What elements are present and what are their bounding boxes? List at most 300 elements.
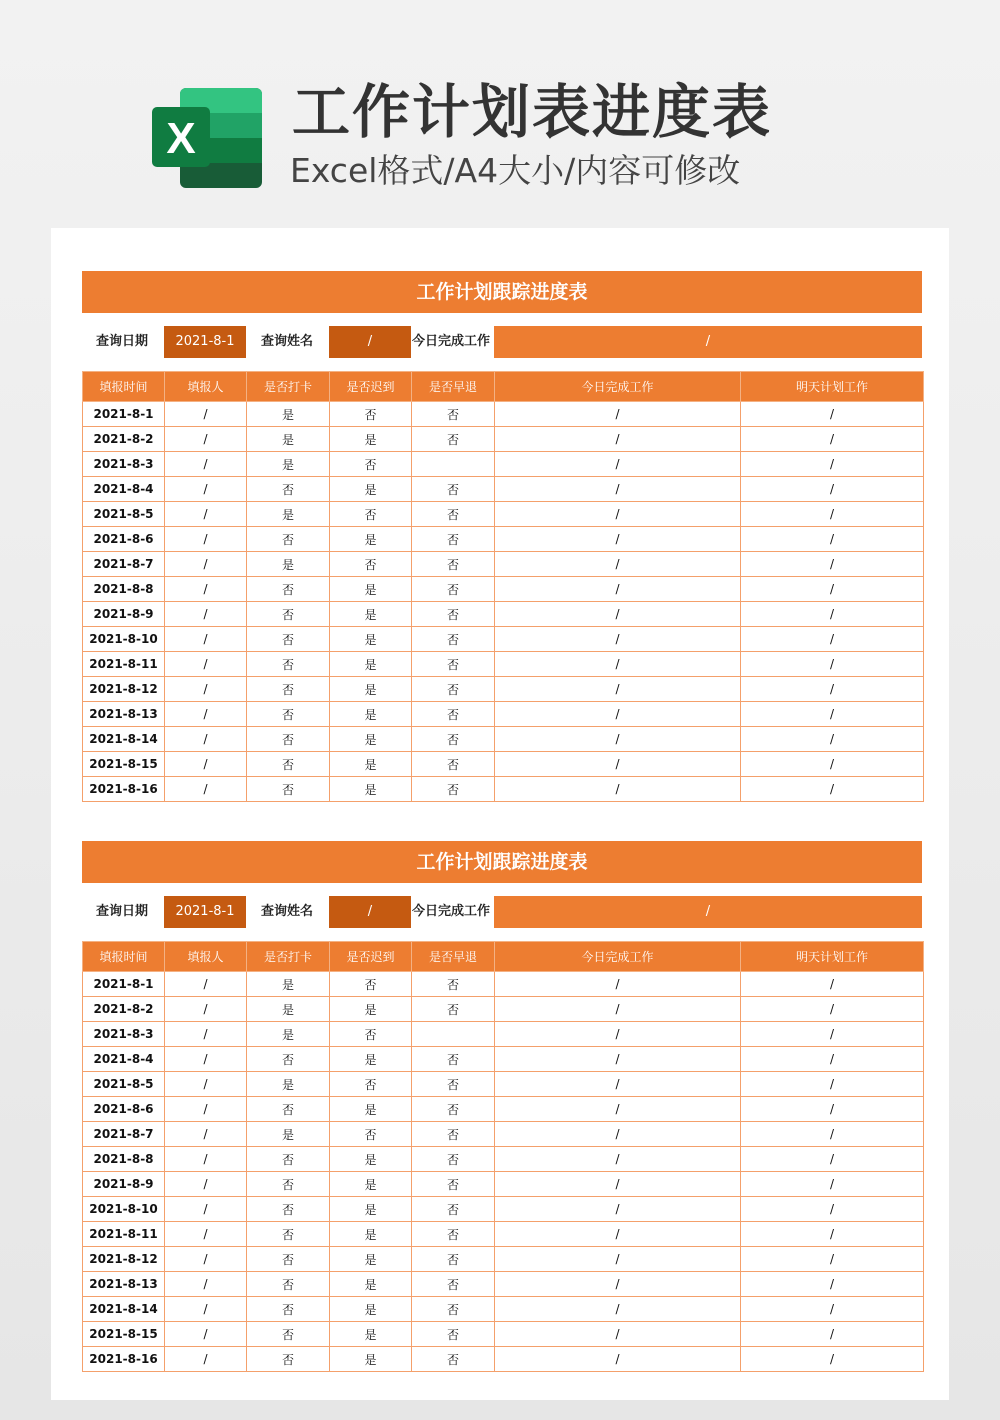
cell-late[interactable]: 否: [330, 402, 412, 427]
cell-clock-in[interactable]: 是: [247, 1122, 330, 1147]
cell-early-leave[interactable]: 否: [412, 502, 495, 527]
cell-early-leave[interactable]: 否: [412, 1097, 495, 1122]
column-header-clock-in[interactable]: 是否打卡: [247, 372, 330, 402]
table-row: [83, 677, 924, 702]
cell-clock-in[interactable]: 否: [247, 1322, 330, 1347]
query-name-field[interactable]: /: [329, 326, 411, 358]
cell-early-leave[interactable]: 否: [412, 1247, 495, 1272]
cell-filler[interactable]: /: [165, 777, 247, 802]
cell-late[interactable]: 是: [330, 1272, 412, 1297]
cell-today-done[interactable]: /: [495, 1172, 741, 1197]
cell-early-leave[interactable]: 否: [412, 1147, 495, 1172]
cell-early-leave[interactable]: 否: [412, 527, 495, 552]
cell-late[interactable]: 否: [330, 1022, 412, 1047]
cell-early-leave[interactable]: 否: [412, 427, 495, 452]
cell-early-leave[interactable]: 否: [412, 1197, 495, 1222]
table-row: [83, 552, 924, 577]
cell-tomorrow-plan[interactable]: /: [741, 1322, 924, 1347]
cell-date[interactable]: 2021-8-14: [83, 727, 165, 752]
table-row: [83, 502, 924, 527]
cell-tomorrow-plan[interactable]: /: [741, 1147, 924, 1172]
cell-today-done[interactable]: /: [495, 1147, 741, 1172]
query-done-field[interactable]: /: [494, 896, 922, 928]
table-row: [83, 1322, 924, 1347]
cell-today-done[interactable]: /: [495, 577, 741, 602]
cell-today-done[interactable]: /: [495, 602, 741, 627]
cell-late[interactable]: 是: [330, 1147, 412, 1172]
cell-today-done[interactable]: /: [495, 1047, 741, 1072]
cell-clock-in[interactable]: 否: [247, 1147, 330, 1172]
cell-today-done[interactable]: /: [495, 527, 741, 552]
table-row: [83, 702, 924, 727]
table-row: [83, 1172, 924, 1197]
cell-late[interactable]: 是: [330, 477, 412, 502]
cell-date[interactable]: 2021-8-14: [83, 1297, 165, 1322]
cell-filler[interactable]: /: [165, 477, 247, 502]
cell-early-leave[interactable]: 否: [412, 972, 495, 997]
cell-filler[interactable]: /: [165, 1047, 247, 1072]
table-row: [83, 1022, 924, 1047]
cell-clock-in[interactable]: 是: [247, 1072, 330, 1097]
table-row: [83, 997, 924, 1022]
cell-late[interactable]: 否: [330, 972, 412, 997]
cell-tomorrow-plan[interactable]: /: [741, 427, 924, 452]
cell-early-leave[interactable]: [412, 1022, 495, 1047]
cell-filler[interactable]: /: [165, 1247, 247, 1272]
cell-today-done[interactable]: /: [495, 777, 741, 802]
cell-clock-in[interactable]: 是: [247, 427, 330, 452]
cell-early-leave[interactable]: [412, 452, 495, 477]
table-row: [83, 627, 924, 652]
cell-date[interactable]: 2021-8-6: [83, 1097, 165, 1122]
cell-today-done[interactable]: /: [495, 752, 741, 777]
cell-date[interactable]: 2021-8-2: [83, 427, 165, 452]
cell-late[interactable]: 是: [330, 1297, 412, 1322]
cell-filler[interactable]: /: [165, 452, 247, 477]
cell-late[interactable]: 否: [330, 1072, 412, 1097]
cell-filler[interactable]: /: [165, 677, 247, 702]
table-row: [83, 1097, 924, 1122]
cell-tomorrow-plan[interactable]: /: [741, 727, 924, 752]
cell-clock-in[interactable]: 否: [247, 1047, 330, 1072]
table-row: [83, 1222, 924, 1247]
query-done-label: 今日完成工作: [412, 334, 491, 349]
cell-date[interactable]: 2021-8-10: [83, 627, 165, 652]
cell-tomorrow-plan[interactable]: /: [741, 452, 924, 477]
query-name-label: 查询姓名: [261, 904, 314, 919]
cell-late[interactable]: 否: [330, 552, 412, 577]
cell-filler[interactable]: /: [165, 427, 247, 452]
table-row: [83, 577, 924, 602]
cell-today-done[interactable]: /: [495, 997, 741, 1022]
cell-early-leave[interactable]: 否: [412, 1322, 495, 1347]
cell-filler[interactable]: /: [165, 1097, 247, 1122]
table-row: [83, 452, 924, 477]
cell-today-done[interactable]: /: [495, 1272, 741, 1297]
cell-tomorrow-plan[interactable]: /: [741, 997, 924, 1022]
cell-filler[interactable]: /: [165, 602, 247, 627]
cell-filler[interactable]: /: [165, 727, 247, 752]
column-header-filler[interactable]: 填报人: [165, 942, 247, 972]
cell-clock-in[interactable]: 否: [247, 1172, 330, 1197]
cell-today-done[interactable]: /: [495, 702, 741, 727]
cell-clock-in[interactable]: 否: [247, 1297, 330, 1322]
cell-late[interactable]: 是: [330, 752, 412, 777]
cell-early-leave[interactable]: 否: [412, 1047, 495, 1072]
cell-filler[interactable]: /: [165, 1197, 247, 1222]
cell-early-leave[interactable]: 否: [412, 552, 495, 577]
column-header-early-leave[interactable]: 是否早退: [412, 942, 495, 972]
cell-clock-in[interactable]: 否: [247, 1097, 330, 1122]
cell-today-done[interactable]: /: [495, 1247, 741, 1272]
cell-clock-in[interactable]: 否: [247, 677, 330, 702]
cell-filler[interactable]: /: [165, 552, 247, 577]
cell-early-leave[interactable]: 否: [412, 1122, 495, 1147]
cell-early-leave[interactable]: 否: [412, 1297, 495, 1322]
cell-date[interactable]: 2021-8-5: [83, 502, 165, 527]
cell-clock-in[interactable]: 否: [247, 652, 330, 677]
cell-early-leave[interactable]: 否: [412, 702, 495, 727]
cell-tomorrow-plan[interactable]: /: [741, 1297, 924, 1322]
cell-date[interactable]: 2021-8-11: [83, 652, 165, 677]
cell-today-done[interactable]: /: [495, 1072, 741, 1097]
cell-clock-in[interactable]: 否: [247, 602, 330, 627]
cell-clock-in[interactable]: 否: [247, 1222, 330, 1247]
tracker-title: 工作计划跟踪进度表: [82, 841, 922, 883]
query-row: [82, 896, 922, 928]
cell-tomorrow-plan[interactable]: /: [741, 677, 924, 702]
column-header-date[interactable]: 填报时间: [83, 942, 165, 972]
header-row: [83, 942, 924, 972]
cell-date[interactable]: 2021-8-12: [83, 677, 165, 702]
cell-tomorrow-plan[interactable]: /: [741, 752, 924, 777]
column-header-today-done[interactable]: 今日完成工作: [495, 942, 741, 972]
cell-late[interactable]: 是: [330, 1197, 412, 1222]
cell-clock-in[interactable]: 否: [247, 577, 330, 602]
page-subtitle: Excel格式/A4大小/内容可修改: [290, 151, 741, 190]
tracker-title: 工作计划跟踪进度表: [82, 271, 922, 313]
cell-clock-in[interactable]: 是: [247, 452, 330, 477]
cell-early-leave[interactable]: 否: [412, 1272, 495, 1297]
cell-filler[interactable]: /: [165, 1147, 247, 1172]
cell-early-leave[interactable]: 否: [412, 1072, 495, 1097]
table-row: [83, 477, 924, 502]
cell-today-done[interactable]: /: [495, 427, 741, 452]
cell-late[interactable]: 否: [330, 502, 412, 527]
cell-date[interactable]: 2021-8-12: [83, 1247, 165, 1272]
table-row: [83, 1122, 924, 1147]
cell-tomorrow-plan[interactable]: /: [741, 602, 924, 627]
query-date-field[interactable]: 2021-8-1: [164, 326, 246, 358]
cell-tomorrow-plan[interactable]: /: [741, 652, 924, 677]
cell-today-done[interactable]: /: [495, 1322, 741, 1347]
cell-late[interactable]: 是: [330, 997, 412, 1022]
cell-tomorrow-plan[interactable]: /: [741, 1172, 924, 1197]
column-header-filler[interactable]: 填报人: [165, 372, 247, 402]
cell-date[interactable]: 2021-8-11: [83, 1222, 165, 1247]
table-row: [83, 1147, 924, 1172]
cell-filler[interactable]: /: [165, 972, 247, 997]
cell-tomorrow-plan[interactable]: /: [741, 502, 924, 527]
cell-filler[interactable]: /: [165, 402, 247, 427]
cell-filler[interactable]: /: [165, 1347, 247, 1372]
cell-clock-in[interactable]: 否: [247, 727, 330, 752]
cell-clock-in[interactable]: 否: [247, 752, 330, 777]
cell-tomorrow-plan[interactable]: /: [741, 577, 924, 602]
header-row: [83, 372, 924, 402]
cell-tomorrow-plan[interactable]: /: [741, 477, 924, 502]
cell-late[interactable]: 是: [330, 727, 412, 752]
cell-clock-in[interactable]: 否: [247, 1347, 330, 1372]
cell-late[interactable]: 是: [330, 677, 412, 702]
table-viewport: [82, 941, 922, 1372]
cell-date[interactable]: 2021-8-13: [83, 702, 165, 727]
cell-filler[interactable]: /: [165, 997, 247, 1022]
cell-date[interactable]: 2021-8-15: [83, 1322, 165, 1347]
cell-clock-in[interactable]: 是: [247, 402, 330, 427]
cell-early-leave[interactable]: 否: [412, 1222, 495, 1247]
cell-late[interactable]: 是: [330, 527, 412, 552]
cell-date[interactable]: 2021-8-13: [83, 1272, 165, 1297]
cell-late[interactable]: 是: [330, 777, 412, 802]
cell-date[interactable]: 2021-8-2: [83, 997, 165, 1022]
cell-today-done[interactable]: /: [495, 972, 741, 997]
cell-late[interactable]: 是: [330, 702, 412, 727]
cell-date[interactable]: 2021-8-16: [83, 777, 165, 802]
cell-clock-in[interactable]: 否: [247, 477, 330, 502]
cell-late[interactable]: 是: [330, 1347, 412, 1372]
cell-date[interactable]: 2021-8-9: [83, 1172, 165, 1197]
cell-early-leave[interactable]: 否: [412, 477, 495, 502]
cell-today-done[interactable]: /: [495, 1022, 741, 1047]
excel-logo-icon: [152, 86, 264, 190]
cell-filler[interactable]: /: [165, 502, 247, 527]
cell-date[interactable]: 2021-8-8: [83, 1147, 165, 1172]
column-header-tomorrow-plan[interactable]: 明天计划工作: [741, 942, 924, 972]
svg-text:X: X: [166, 114, 196, 163]
cell-tomorrow-plan[interactable]: /: [741, 1347, 924, 1372]
query-date-field[interactable]: 2021-8-1: [164, 896, 246, 928]
column-header-date[interactable]: 填报时间: [83, 372, 165, 402]
cell-date[interactable]: 2021-8-3: [83, 452, 165, 477]
cell-filler[interactable]: /: [165, 1022, 247, 1047]
column-header-clock-in[interactable]: 是否打卡: [247, 942, 330, 972]
cell-late[interactable]: 否: [330, 1122, 412, 1147]
cell-date[interactable]: 2021-8-1: [83, 402, 165, 427]
cell-date[interactable]: 2021-8-15: [83, 752, 165, 777]
cell-date[interactable]: 2021-8-6: [83, 527, 165, 552]
page-title: 工作计划表进度表: [292, 78, 773, 146]
cell-late[interactable]: 是: [330, 1222, 412, 1247]
banner: [0, 0, 1000, 228]
cell-late[interactable]: 是: [330, 652, 412, 677]
cell-clock-in[interactable]: 否: [247, 702, 330, 727]
cell-filler[interactable]: /: [165, 1222, 247, 1247]
cell-date[interactable]: 2021-8-5: [83, 1072, 165, 1097]
cell-filler[interactable]: /: [165, 702, 247, 727]
cell-today-done[interactable]: /: [495, 477, 741, 502]
cell-tomorrow-plan[interactable]: /: [741, 627, 924, 652]
cell-early-leave[interactable]: 否: [412, 402, 495, 427]
cell-tomorrow-plan[interactable]: /: [741, 1022, 924, 1047]
column-header-early-leave[interactable]: 是否早退: [412, 372, 495, 402]
cell-tomorrow-plan[interactable]: /: [741, 1047, 924, 1072]
cell-filler[interactable]: /: [165, 627, 247, 652]
cell-tomorrow-plan[interactable]: /: [741, 527, 924, 552]
table-row: [83, 752, 924, 777]
cell-tomorrow-plan[interactable]: /: [741, 402, 924, 427]
cell-early-leave[interactable]: 否: [412, 627, 495, 652]
cell-today-done[interactable]: /: [495, 652, 741, 677]
column-header-late[interactable]: 是否迟到: [330, 372, 412, 402]
cell-date[interactable]: 2021-8-4: [83, 477, 165, 502]
query-done-field[interactable]: /: [494, 326, 922, 358]
cell-today-done[interactable]: /: [495, 502, 741, 527]
column-header-tomorrow-plan[interactable]: 明天计划工作: [741, 372, 924, 402]
cell-date[interactable]: 2021-8-8: [83, 577, 165, 602]
cell-tomorrow-plan[interactable]: /: [741, 702, 924, 727]
cell-filler[interactable]: /: [165, 1297, 247, 1322]
table-row: [83, 402, 924, 427]
cell-today-done[interactable]: /: [495, 402, 741, 427]
cell-filler[interactable]: /: [165, 577, 247, 602]
cell-date[interactable]: 2021-8-9: [83, 602, 165, 627]
table-row: [83, 1247, 924, 1272]
cell-today-done[interactable]: /: [495, 1097, 741, 1122]
cell-clock-in[interactable]: 否: [247, 1197, 330, 1222]
table-row: [83, 427, 924, 452]
table-viewport: [82, 371, 922, 798]
cell-clock-in[interactable]: 否: [247, 527, 330, 552]
cell-today-done[interactable]: /: [495, 677, 741, 702]
cell-clock-in[interactable]: 否: [247, 777, 330, 802]
cell-date[interactable]: 2021-8-16: [83, 1347, 165, 1372]
query-date-label: 查询日期: [96, 904, 149, 919]
query-row: [82, 326, 922, 358]
cell-early-leave[interactable]: 否: [412, 602, 495, 627]
cell-early-leave[interactable]: 否: [412, 652, 495, 677]
cell-early-leave[interactable]: 否: [412, 577, 495, 602]
cell-tomorrow-plan[interactable]: /: [741, 1072, 924, 1097]
cell-late[interactable]: 是: [330, 1047, 412, 1072]
cell-early-leave[interactable]: 否: [412, 677, 495, 702]
cell-clock-in[interactable]: 否: [247, 627, 330, 652]
cell-tomorrow-plan[interactable]: /: [741, 972, 924, 997]
query-date-label: 查询日期: [96, 334, 149, 349]
cell-filler[interactable]: /: [165, 752, 247, 777]
query-name-field[interactable]: /: [329, 896, 411, 928]
table-header: [83, 372, 924, 402]
cell-tomorrow-plan[interactable]: /: [741, 1222, 924, 1247]
cell-today-done[interactable]: /: [495, 1122, 741, 1147]
table-row: [83, 1197, 924, 1222]
cell-today-done[interactable]: /: [495, 1297, 741, 1322]
cell-today-done[interactable]: /: [495, 1222, 741, 1247]
cell-tomorrow-plan[interactable]: /: [741, 1272, 924, 1297]
table-row: [83, 777, 924, 802]
document-sheet: [51, 228, 949, 1400]
cell-late[interactable]: 是: [330, 602, 412, 627]
cell-clock-in[interactable]: 是: [247, 972, 330, 997]
cell-date[interactable]: 2021-8-1: [83, 972, 165, 997]
cell-tomorrow-plan[interactable]: /: [741, 1122, 924, 1147]
cell-clock-in[interactable]: 是: [247, 552, 330, 577]
cell-late[interactable]: 是: [330, 1097, 412, 1122]
cell-date[interactable]: 2021-8-7: [83, 552, 165, 577]
table-row: [83, 1297, 924, 1322]
progress-table: [82, 941, 924, 1372]
cell-date[interactable]: 2021-8-3: [83, 1022, 165, 1047]
cell-late[interactable]: 是: [330, 577, 412, 602]
table-row: [83, 652, 924, 677]
cell-today-done[interactable]: /: [495, 1197, 741, 1222]
cell-clock-in[interactable]: 否: [247, 1247, 330, 1272]
column-header-today-done[interactable]: 今日完成工作: [495, 372, 741, 402]
cell-clock-in[interactable]: 否: [247, 1272, 330, 1297]
query-done-label: 今日完成工作: [412, 904, 491, 919]
cell-today-done[interactable]: /: [495, 727, 741, 752]
cell-late[interactable]: 是: [330, 1322, 412, 1347]
cell-late[interactable]: 是: [330, 427, 412, 452]
table-row: [83, 602, 924, 627]
cell-today-done[interactable]: /: [495, 452, 741, 477]
cell-date[interactable]: 2021-8-7: [83, 1122, 165, 1147]
table-body: [83, 972, 924, 1372]
cell-clock-in[interactable]: 是: [247, 997, 330, 1022]
cell-filler[interactable]: /: [165, 1172, 247, 1197]
cell-early-leave[interactable]: 否: [412, 727, 495, 752]
cell-filler[interactable]: /: [165, 1322, 247, 1347]
cell-filler[interactable]: /: [165, 1072, 247, 1097]
cell-filler[interactable]: /: [165, 652, 247, 677]
tracker-block-1: [82, 271, 922, 798]
table-row: [83, 1347, 924, 1372]
table-row: [83, 727, 924, 752]
cell-date[interactable]: 2021-8-10: [83, 1197, 165, 1222]
cell-tomorrow-plan[interactable]: /: [741, 1197, 924, 1222]
cell-tomorrow-plan[interactable]: /: [741, 552, 924, 577]
cell-early-leave[interactable]: 否: [412, 777, 495, 802]
cell-late[interactable]: 是: [330, 1247, 412, 1272]
cell-today-done[interactable]: /: [495, 552, 741, 577]
cell-late[interactable]: 是: [330, 627, 412, 652]
cell-early-leave[interactable]: 否: [412, 1172, 495, 1197]
progress-table: [82, 371, 924, 802]
cell-tomorrow-plan[interactable]: /: [741, 777, 924, 802]
cell-early-leave[interactable]: 否: [412, 1347, 495, 1372]
cell-early-leave[interactable]: 否: [412, 997, 495, 1022]
cell-clock-in[interactable]: 是: [247, 502, 330, 527]
cell-late[interactable]: 否: [330, 452, 412, 477]
cell-clock-in[interactable]: 是: [247, 1022, 330, 1047]
cell-tomorrow-plan[interactable]: /: [741, 1247, 924, 1272]
cell-today-done[interactable]: /: [495, 627, 741, 652]
table-row: [83, 1272, 924, 1297]
cell-date[interactable]: 2021-8-4: [83, 1047, 165, 1072]
cell-filler[interactable]: /: [165, 1122, 247, 1147]
table-body: [83, 402, 924, 802]
cell-today-done[interactable]: /: [495, 1347, 741, 1372]
cell-filler[interactable]: /: [165, 527, 247, 552]
cell-tomorrow-plan[interactable]: /: [741, 1097, 924, 1122]
cell-late[interactable]: 是: [330, 1172, 412, 1197]
cell-early-leave[interactable]: 否: [412, 752, 495, 777]
table-row: [83, 1072, 924, 1097]
cell-filler[interactable]: /: [165, 1272, 247, 1297]
table-row: [83, 1047, 924, 1072]
query-name-label: 查询姓名: [261, 334, 314, 349]
column-header-late[interactable]: 是否迟到: [330, 942, 412, 972]
